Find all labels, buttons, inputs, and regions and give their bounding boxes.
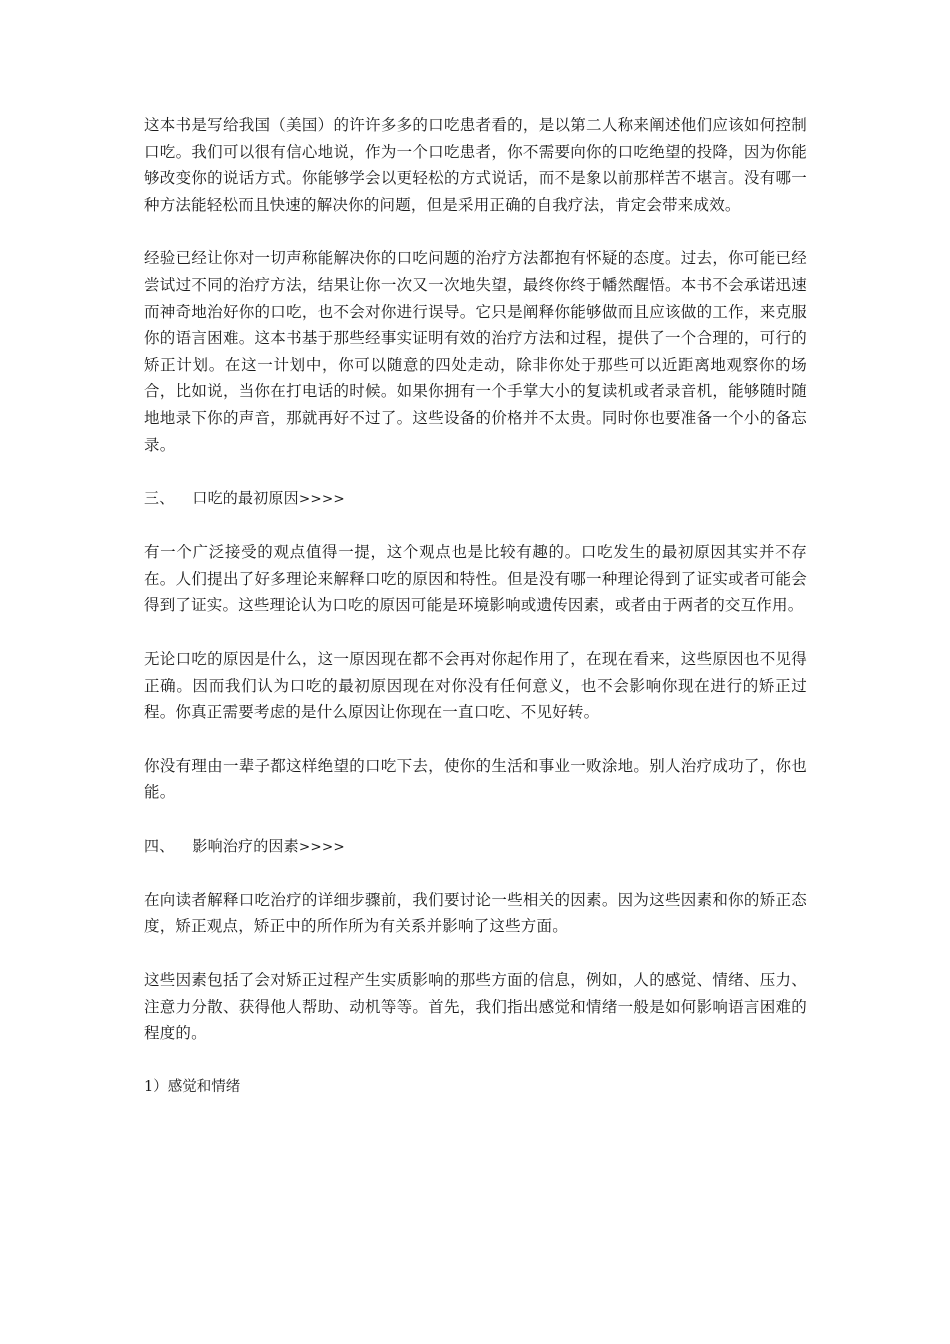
document-page <box>144 112 807 1127</box>
paragraph-theory: 有一个广泛接受的观点值得一提，这个观点也是比较有趣的。口吃发生的最初原因其实并不存在。人们提出了好多理论来解释口吃的原因和特性。但是没有哪一种理论得到了证实或者可能会得到了证实。这些理论认为口吃的原因可能是环境影响或遗传因素，或者由于两者的交互作用。 <box>144 543 807 615</box>
section-title: 影响治疗的因素 <box>192 836 299 855</box>
section-suffix: >>>> <box>298 491 345 508</box>
subsection-number: 1） <box>144 1078 168 1095</box>
section-suffix: >>>> <box>298 838 345 855</box>
subsection-heading-1 <box>144 1074 807 1100</box>
subsection-title: 感觉和情绪 <box>167 1078 241 1095</box>
paragraph-factors-intro: 在向读者解释口吃治疗的详细步骤前，我们要讨论一些相关的因素。因为这些因素和你的矫正态度，矫正观点，矫正中的所作所为有关系并影响了这些方面。 <box>144 890 807 936</box>
section-number: 四、 <box>144 836 175 855</box>
section-title: 口吃的最初原因 <box>192 489 299 508</box>
paragraph-hope: 你没有理由一辈子都这样绝望的口吃下去，使你的生活和事业一败涂地。别人治疗成功了，你也能。 <box>144 756 807 802</box>
paragraph-intro: 这本书是写给我国（美国）的许许多多的口吃患者看的，是以第二人称来阐述他们应该如何控制口吃。我们可以很有信心地说，作为一个口吃患者，你不需要向你的口吃绝望的投降，因为你能够改变你的说话方式。你能够学会以更轻松的方式说话，而不是象以前那样苦不堪言。没有哪一种方法能轻松而且快速的解决你的问题，但是采用正确的自我疗法，肯定会带来成效。 <box>144 116 807 214</box>
paragraph-experience: 经验已经让你对一切声称能解决你的口吃问题的治疗方法都抱有怀疑的态度。过去，你可能已经尝试过不同的治疗方法，结果让你一次又一次地失望，最终你终于幡然醒悟。本书不会承诺迅速而神奇地治好你的口吃，也不会对你进行误导。它只是阐释你能够做而且应该做的工作，来克服你的语言困难。这本书基于那些经事实证明有效的治疗方法和过程，提供了一个合理的，可行的矫正计划。在这一计划中，你可以随意的四处走动，除非你处于那些可以近距离地观察你的场合，比如说，当你在打电话的时候。如果你拥有一个手掌大小的复读机或者录音机，能够随时随地地录下你的声音，那就再好不过了。这些设备的价格并不太贵。同时你也要准备一个小的备忘录。 <box>144 249 807 454</box>
section-heading-3 <box>144 485 807 512</box>
paragraph-factors-list: 这些因素包括了会对矫正过程产生实质影响的那些方面的信息，例如，人的感觉、情绪、压力、注意力分散、获得他人帮助、动机等等。首先，我们指出感觉和情绪一般是如何影响语言困难的程度的。 <box>144 971 807 1043</box>
section-number: 三、 <box>144 489 175 508</box>
paragraph-cause: 无论口吃的原因是什么，这一原因现在都不会再对你起作用了，在现在看来，这些原因也不见得正确。因而我们认为口吃的最初原因现在对你没有任何意义，也不会影响你现在进行的矫正过程。你真正需要考虑的是什么原因让你现在一直口吃、不见好转。 <box>144 649 807 722</box>
section-heading-4 <box>144 833 807 860</box>
